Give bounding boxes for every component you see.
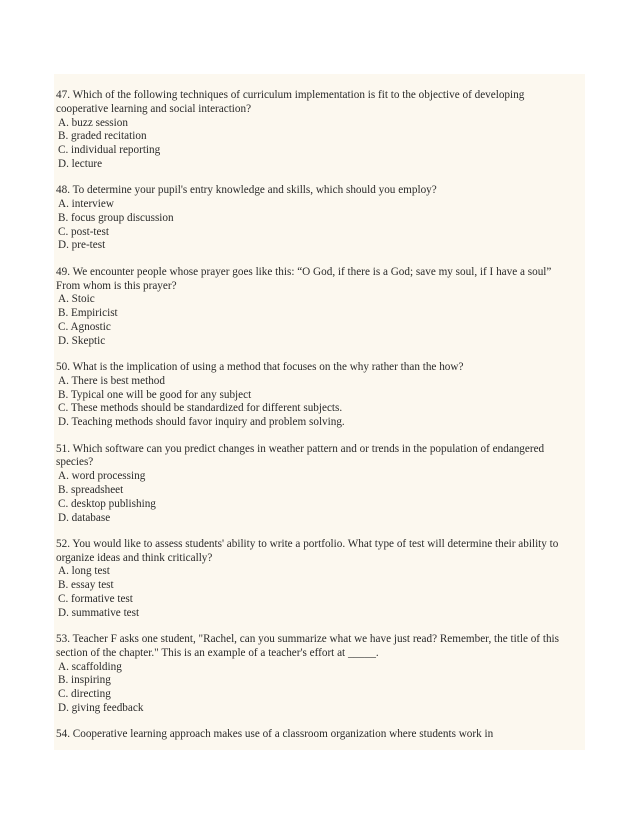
option-c: C. These methods should be standardized for different subjects. <box>58 402 343 415</box>
question-text: 48. To determine your pupil's entry knowledge and skills, which should you employ? <box>56 184 437 197</box>
question-48 <box>56 184 578 253</box>
option-a: A. word processing <box>58 470 146 483</box>
option-d: D. Teaching methods should favor inquiry and problem solving. <box>58 416 345 429</box>
option-b: B. graded recitation <box>58 130 147 143</box>
document-page <box>54 74 585 750</box>
question-text: 47. Which of the following techniques of curriculum implementation is fit to the objective of developing cooperative learning and social interaction? <box>56 89 525 115</box>
option-b: B. spreadsheet <box>58 483 124 496</box>
option-a: A. interview <box>58 198 114 211</box>
question-text: 51. Which software can you predict changes in weather pattern and or trends in the population of endangered species? <box>56 442 545 469</box>
option-b: B. essay test <box>58 579 114 592</box>
option-d: D. giving feedback <box>58 702 144 715</box>
question-text: 54. Cooperative learning approach makes use of a classroom organization where students work in <box>56 728 494 741</box>
question-47 <box>56 89 578 172</box>
question-52 <box>56 538 578 621</box>
option-c: C. post-test <box>58 225 109 238</box>
option-a: A. Stoic <box>58 293 95 306</box>
question-text: 50. What is the implication of using a method that focuses on the why rather than the how? <box>56 361 464 374</box>
option-d: D. summative test <box>58 606 140 619</box>
option-a: A. There is best method <box>58 374 165 387</box>
option-b: B. focus group discussion <box>58 211 174 224</box>
question-54 <box>56 728 578 742</box>
option-c: C. desktop publishing <box>58 497 156 510</box>
question-51 <box>56 443 578 526</box>
option-d: D. pre-test <box>58 239 106 252</box>
option-c: C. directing <box>58 688 111 701</box>
option-d: D. Skeptic <box>58 334 106 347</box>
option-d: D. database <box>58 511 111 524</box>
question-50 <box>56 361 578 430</box>
option-d: D. lecture <box>58 157 103 170</box>
question-text: 52. You would like to assess students' ability to write a portfolio. What type of test will determine their ability to organize ideas and think critically? <box>56 537 559 564</box>
option-c: C. individual reporting <box>58 144 161 157</box>
option-c: C. Agnostic <box>58 320 111 333</box>
question-49 <box>56 266 578 349</box>
option-c: C. formative test <box>58 593 133 605</box>
option-a: A. scaffolding <box>58 660 122 673</box>
option-b: B. inspiring <box>58 674 111 687</box>
option-b: B. Empiricist <box>58 307 118 320</box>
question-text: 53. Teacher F asks one student, "Rachel, can you summarize what we have just read? Remember, the title of this section of the chapter." This is an example of a teacher's effort at _____. <box>56 633 559 659</box>
question-text: 49. We encounter people whose prayer goes like this: “O God, if there is a God; save my soul, if I have a soul” From whom is this prayer? <box>56 265 552 292</box>
question-list <box>56 89 578 750</box>
question-53 <box>56 633 578 716</box>
option-b: B. Typical one will be good for any subject <box>58 388 252 401</box>
option-a: A. long test <box>58 565 110 578</box>
option-a: A. buzz session <box>58 116 128 129</box>
